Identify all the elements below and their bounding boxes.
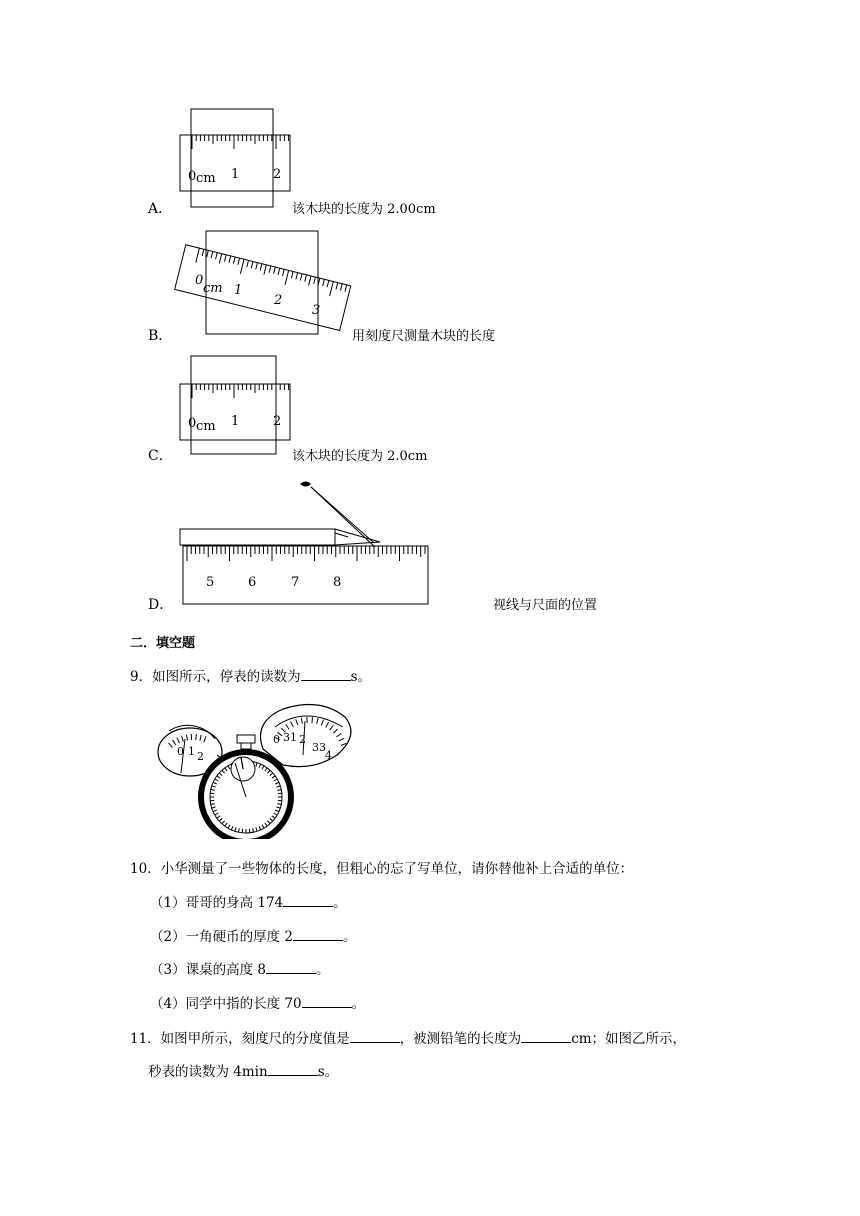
stopwatch-label: 4 (325, 749, 332, 762)
ruler-label: 3 (312, 303, 321, 318)
answer-blank (350, 1028, 400, 1043)
question-10-intro: 10．小华测量了一些物体的长度，但粗心的忘了写单位，请你替他补上合适的单位： (130, 861, 634, 877)
tick-mark (269, 266, 271, 273)
item-end: 。 (333, 895, 347, 911)
question-11-text: s。 (317, 1064, 339, 1080)
option-c-letter: C． (148, 448, 173, 464)
eye-icon (300, 482, 311, 487)
ruler-label: 8 (333, 575, 342, 590)
tick-mark (219, 254, 221, 264)
item-text: （1）哥哥的身高 174 (150, 895, 284, 911)
item-text: （2）一角硬币的厚度 2 (150, 929, 293, 945)
ruler-figure-a (178, 108, 293, 210)
tick-mark (312, 717, 313, 723)
item-text: （3）课桌的高度 8 (150, 962, 266, 978)
stopwatch-label: 0 (177, 745, 184, 758)
tick-mark (291, 271, 293, 278)
tick-mark (256, 263, 258, 270)
tick-mark (327, 280, 329, 287)
tick-mark (264, 265, 266, 275)
stopwatch-label: 2 (299, 733, 306, 746)
tick-mark (224, 255, 226, 262)
tick-mark (196, 734, 197, 740)
answer-blank (521, 1028, 571, 1043)
question-11-text: 11．如图甲所示，刻度尺的分度值是 (130, 1031, 350, 1047)
answer-blank (301, 666, 351, 681)
question-11-line2 (148, 1060, 338, 1080)
option-b-letter: B． (148, 328, 173, 344)
question-9-unit: s。 (350, 669, 372, 685)
ruler-figure-d (175, 472, 435, 608)
question-11-text: 秒表的读数为 4min (148, 1064, 268, 1080)
tick-mark (314, 277, 316, 284)
section-title: 二．填空题 (130, 636, 196, 651)
question-10-item (150, 925, 356, 945)
tick-mark (305, 275, 307, 282)
ruler-label: 6 (248, 575, 257, 590)
ruler-label: 1 (231, 167, 240, 182)
tick-mark (274, 267, 276, 274)
question-10-item (150, 992, 365, 1012)
tick-mark (233, 257, 235, 264)
item-text: （4）同学中指的长度 70 (150, 996, 302, 1012)
ruler-label: 2 (273, 167, 282, 182)
question-11-text: cm；如图乙所示， (571, 1031, 687, 1047)
tick-mark (296, 273, 298, 280)
question-9-text: 9．如图所示，停表的读数为 (130, 669, 301, 685)
question-11-text: ，被测铅笔的长度为 (399, 1031, 522, 1047)
ruler-label: 1 (231, 414, 240, 429)
ruler-label: 2 (274, 293, 283, 308)
stopwatch-label: 2 (197, 750, 204, 763)
option-c-caption: 该木块的长度为 2.0cm (292, 449, 428, 464)
ruler-label: cm (196, 419, 216, 434)
tick-mark (216, 253, 218, 260)
stopwatch-label: 31 (283, 731, 297, 744)
tick-mark (229, 256, 231, 263)
ruler-label: 7 (291, 575, 300, 590)
answer-blank (302, 993, 352, 1008)
ruler-label: cm (203, 281, 223, 296)
answer-blank (283, 892, 333, 907)
option-a-letter: A． (148, 201, 173, 217)
item-end: 。 (351, 996, 366, 1012)
tick-mark (238, 258, 240, 265)
ruler-label: 0 (188, 169, 197, 184)
question-11-line1 (130, 1027, 686, 1047)
answer-blank (268, 1061, 318, 1076)
tick-mark (260, 264, 262, 271)
tick-mark (345, 285, 347, 292)
option-d-caption: 视线与尺面的位置 (493, 598, 598, 613)
stopwatch-label: 1 (188, 745, 195, 758)
answer-blank (266, 959, 316, 974)
tick-mark (196, 248, 200, 263)
tick-mark (341, 284, 343, 291)
tick-mark (283, 269, 285, 276)
tick-mark (211, 251, 213, 258)
stopwatch-figure (155, 697, 360, 839)
ruler-label: 1 (234, 283, 243, 298)
tick-mark (278, 268, 280, 275)
tick-mark (202, 249, 204, 256)
ruler-figure-c (178, 355, 293, 457)
answer-blank (293, 926, 343, 941)
tick-mark (323, 279, 325, 286)
question-10-item (150, 958, 329, 978)
ruler-label: 0 (195, 273, 204, 288)
ruler-label: 2 (273, 414, 282, 429)
question-9 (130, 665, 371, 685)
tick-mark (300, 274, 302, 281)
tick-mark (240, 259, 244, 274)
ruler-label: cm (196, 171, 216, 186)
tick-mark (247, 260, 249, 267)
tick-mark (309, 276, 311, 286)
option-a-caption: 该木块的长度为 2.00cm (292, 202, 436, 217)
option-d-letter: D． (148, 597, 174, 613)
item-end: 。 (315, 962, 330, 978)
stopwatch-label: 33 (312, 741, 326, 754)
tick-mark (336, 283, 338, 290)
option-b-caption: 用刻度尺测量木块的长度 (352, 329, 496, 344)
tick-mark (251, 261, 253, 268)
stopwatch-label: 0 (273, 733, 280, 746)
tick-mark (330, 281, 334, 296)
item-end: 。 (342, 929, 357, 945)
ruler-figure-b (170, 228, 355, 338)
tick-mark (207, 250, 209, 257)
ruler-label: 0 (188, 416, 197, 431)
ruler-label: 5 (206, 575, 215, 590)
question-10-item (150, 891, 347, 911)
tick-mark (285, 270, 289, 285)
